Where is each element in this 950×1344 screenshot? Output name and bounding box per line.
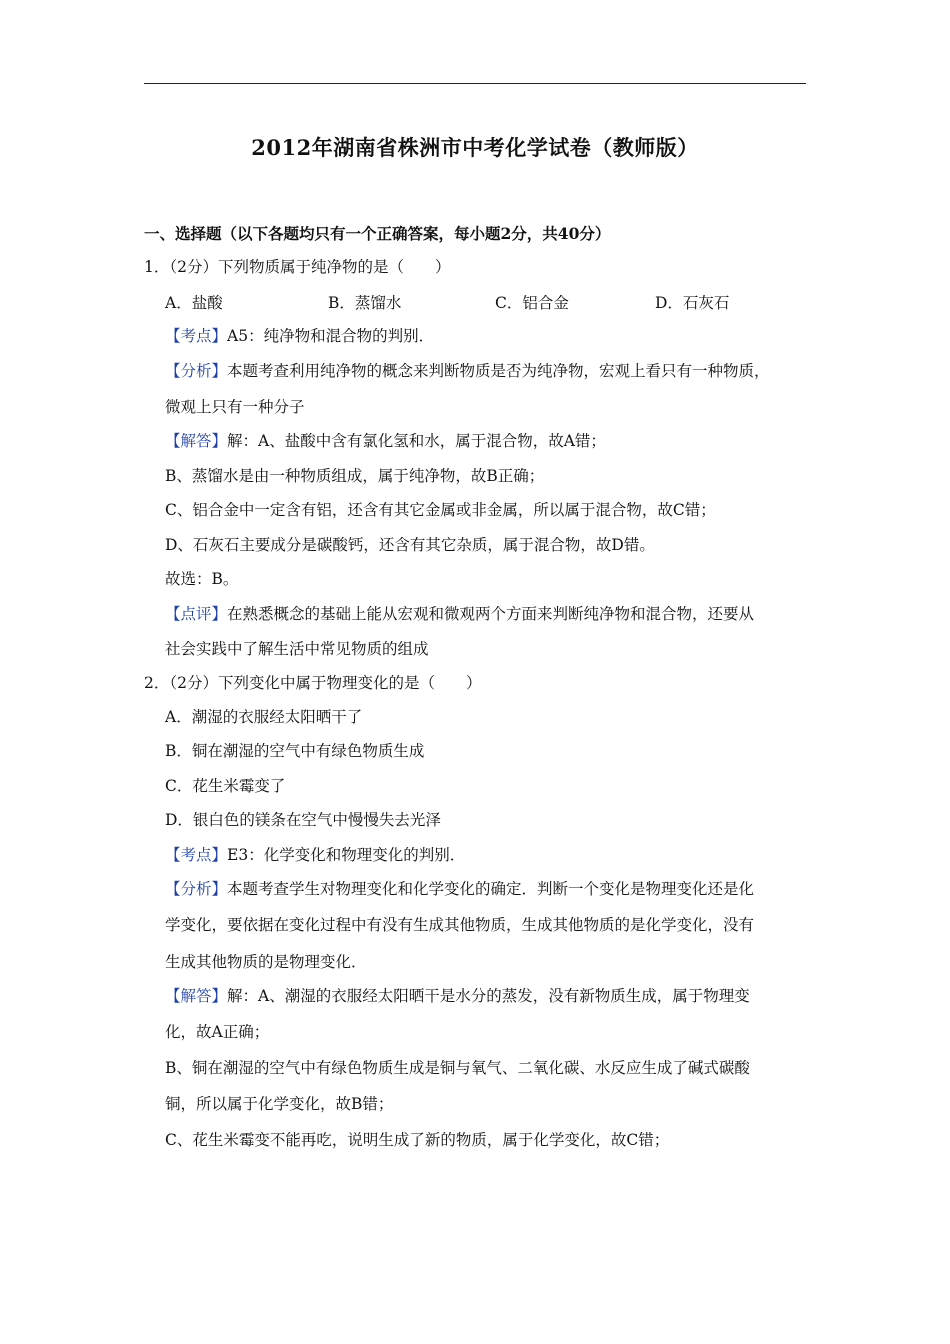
- q1-fenxi-text-1: 本题考查利用纯净物的概念来判断物质是否为纯净物，宏观上看只有一种物质，: [227, 362, 770, 380]
- q2-option-b: B．铜在潮湿的空气中有绿色物质生成: [165, 742, 425, 760]
- q2-fenxi-text-3: 生成其他物质的是物理变化．: [165, 953, 367, 971]
- q1-option-c: C．铝合金: [495, 294, 569, 312]
- q1-kaodian: [165, 326, 434, 346]
- q2-kaodian: [165, 845, 465, 865]
- q1-answer: 故选：B。: [165, 570, 239, 588]
- q1-option-d: D．石灰石: [655, 294, 730, 312]
- q2-option-c: C．花生米霉变了: [165, 777, 286, 795]
- q2-option-d: D．银白色的镁条在空气中慢慢失去光泽: [165, 811, 441, 829]
- q2-fenxi-text-2: 学变化，要依据在变化过程中有没有生成其他物质，生成其他物质的是化学变化，没有: [165, 916, 755, 934]
- q1-option-b: B．蒸馏水: [328, 294, 402, 312]
- q1-kaodian-tag: 【考点】: [165, 327, 228, 345]
- q1-fenxi-tag: 【分析】: [165, 362, 228, 380]
- page-title: 2012年湖南省株洲市中考化学试卷（教师版）: [251, 135, 699, 160]
- q2-stem: 2．（2分）下列变化中属于物理变化的是（ ）: [144, 674, 482, 692]
- q1-kaodian-text: A5：纯净物和混合物的判别．: [227, 327, 435, 345]
- q2-jieda-text-4: 铜，所以属于化学变化，故B错；: [165, 1095, 394, 1113]
- q2-jieda-text-3: B、铜在潮湿的空气中有绿色物质生成是铜与氧气、二氧化碳、水反应生成了碱式碳酸: [165, 1059, 750, 1077]
- q2-jieda-text-5: C、花生米霉变不能再吃，说明生成了新的物质，属于化学变化，故C错；: [165, 1131, 670, 1149]
- q2-fenxi-text-1: 本题考查学生对物理变化和化学变化的确定．判断一个变化是物理变化还是化: [227, 880, 755, 898]
- q1-jieda-text-3: C、铝合金中一定含有铝，还含有其它金属或非金属，所以属于混合物，故C错；: [165, 501, 716, 519]
- q1-jieda-tag: 【解答】: [165, 432, 228, 450]
- q2-jieda-text-2: 化，故A正确；: [165, 1023, 270, 1041]
- header-rule: [144, 83, 806, 84]
- q2-jieda-tag: 【解答】: [165, 987, 228, 1005]
- q2-jieda: [165, 986, 750, 1006]
- q2-kaodian-tag: 【考点】: [165, 846, 228, 864]
- q2-jieda-text-1: 解：A、潮湿的衣服经太阳晒干是水分的蒸发，没有新物质生成，属于物理变: [227, 987, 750, 1005]
- q1-dianping-tag: 【点评】: [165, 605, 228, 623]
- q1-jieda-text-2: B、蒸馏水是由一种物质组成，属于纯净物，故B正确；: [165, 467, 545, 485]
- q1-fenxi-text-2: 微观上只有一种分子: [165, 398, 305, 416]
- q2-fenxi-tag: 【分析】: [165, 880, 228, 898]
- q1-dianping: [165, 604, 754, 624]
- q1-jieda-text-4: D、石灰石主要成分是碳酸钙，还含有其它杂质，属于混合物，故D错。: [165, 536, 655, 554]
- q1-fenxi: [165, 361, 770, 381]
- q1-option-a: A．盐酸: [165, 294, 223, 312]
- q1-jieda: [165, 431, 606, 451]
- q1-jieda-text-1: 解：A、盐酸中含有氯化氢和水，属于混合物，故A错；: [227, 432, 606, 450]
- q2-kaodian-text: E3：化学变化和物理变化的判别．: [227, 846, 466, 864]
- q1-stem: 1．（2分）下列物质属于纯净物的是（ ）: [144, 258, 451, 276]
- q2-fenxi: [165, 879, 754, 899]
- q2-option-a: A．潮湿的衣服经太阳晒干了: [165, 708, 363, 726]
- section-heading: 一、选择题（以下各题均只有一个正确答案，每小题2分，共40分）: [144, 224, 611, 243]
- q1-dianping-text-1: 在熟悉概念的基础上能从宏观和微观两个方面来判断纯净物和混合物，还要从: [227, 605, 755, 623]
- q1-dianping-text-2: 社会实践中了解生活中常见物质的组成: [165, 640, 429, 658]
